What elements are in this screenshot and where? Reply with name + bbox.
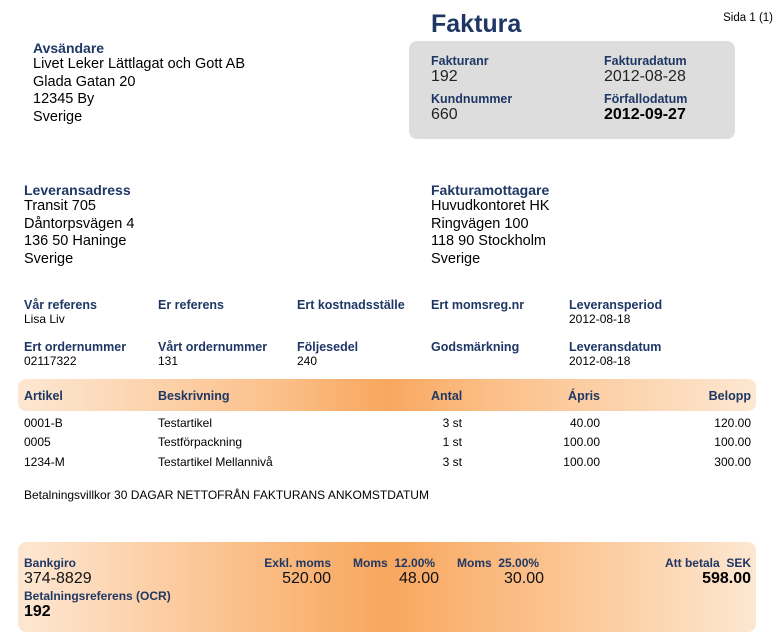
sender-line-4: Sverige	[33, 108, 83, 125]
excl-vat-label: Exkl. moms	[264, 556, 331, 570]
customer-number-label: Kundnummer	[431, 92, 513, 106]
due-date: 2012-09-27	[604, 106, 686, 123]
cell-unit-price: 100.00	[563, 455, 600, 469]
recipient-line-3: 118 90 Stockholm	[431, 233, 546, 249]
invoice-date-label: Fakturadatum	[604, 54, 687, 68]
page-number: Sida 1 (1)	[723, 12, 773, 24]
cell-quantity: 3 st	[442, 416, 462, 430]
ocr-label: Betalningsreferens (OCR)	[24, 589, 171, 603]
bankgiro-number: 374-8829	[24, 570, 92, 587]
sender-label: Avsändare	[33, 40, 105, 56]
col-header-unit-price: Ápris	[568, 389, 600, 403]
delivery-address-block	[24, 182, 134, 268]
payment-terms: Betalningsvillkor 30 DAGAR NETTOFRÅN FAKTURANS ANKOMSTDATUM	[24, 488, 429, 502]
recipient-line-1: Huvudkontoret HK	[431, 198, 550, 214]
vat1-label-text: Moms	[353, 556, 388, 570]
cell-unit-price: 40.00	[569, 416, 600, 430]
vat2-amount: 30.00	[503, 570, 544, 587]
cell-amount: 100.00	[714, 435, 751, 449]
ref-your-reference	[158, 298, 224, 312]
document-title: Faktura	[431, 10, 522, 38]
ref-label: Leveransperiod	[569, 298, 663, 312]
excl-vat-amount: 520.00	[282, 570, 331, 587]
delivery-label: Leveransadress	[24, 182, 131, 198]
sender-line-1: Livet Leker Lättlagat och Gott AB	[33, 56, 245, 72]
ref-delivery-note	[297, 340, 358, 368]
recipient-label: Fakturamottagare	[431, 182, 550, 198]
ref-delivery-period	[569, 298, 662, 326]
invoice-date: 2012-08-28	[604, 68, 686, 85]
invoice-number: 192	[431, 68, 458, 85]
recipient-line-4: Sverige	[431, 250, 481, 267]
table-header	[18, 379, 756, 411]
ref-label: Ert momsreg.nr	[431, 298, 525, 312]
cell-unit-price: 100.00	[563, 435, 600, 449]
ref-our-reference	[24, 298, 97, 326]
ref-vat-number	[431, 298, 524, 312]
ref-label: Följesedel	[297, 340, 359, 354]
cell-amount: 120.00	[714, 416, 751, 430]
cell-article: 0005	[24, 435, 51, 449]
ref-delivery-date	[569, 340, 661, 368]
cell-description: Testförpackning	[158, 435, 243, 449]
ref-label: Leveransdatum	[569, 340, 662, 354]
delivery-line-4: Sverige	[24, 250, 74, 267]
vat2-rate: 25.00%	[498, 556, 540, 570]
delivery-line-2: Dåntorpsvägen 4	[24, 215, 135, 232]
ref-value: 2012-08-18	[569, 312, 631, 326]
recipient-block	[431, 182, 549, 268]
ref-value: Lisa Liv	[24, 312, 65, 326]
cell-description: Testartikel Mellannivå	[158, 455, 273, 469]
cell-article: 0001-B	[24, 416, 63, 430]
ref-value: 2012-08-18	[569, 354, 631, 368]
ref-value: 240	[297, 354, 318, 368]
due-date-label: Förfallodatum	[604, 92, 688, 106]
vat2-label	[457, 556, 539, 570]
cell-quantity: 3 st	[442, 455, 462, 469]
col-header-quantity: Antal	[431, 389, 463, 403]
cell-quantity: 1 st	[442, 435, 462, 449]
delivery-line-1: Transit 705	[24, 198, 96, 214]
vat1-label	[353, 556, 435, 570]
bankgiro-label: Bankgiro	[24, 556, 77, 570]
cell-amount: 300.00	[714, 455, 751, 469]
vat1-rate: 12.00%	[394, 556, 436, 570]
col-header-description: Beskrivning	[158, 389, 230, 403]
sender-line-3: 12345 By	[33, 91, 95, 107]
ref-label: Vårt ordernummer	[158, 340, 268, 354]
ref-label: Vår referens	[24, 298, 97, 312]
col-header-amount: Belopp	[708, 389, 751, 403]
customer-number: 660	[431, 106, 458, 123]
ref-label: Godsmärkning	[431, 340, 520, 354]
vat2-label-text: Moms	[457, 556, 492, 570]
cell-description: Testartikel	[158, 416, 213, 430]
sender-line-2: Glada Gatan 20	[33, 73, 136, 90]
ref-your-order-number	[24, 340, 126, 368]
ref-label: Ert ordernummer	[24, 340, 127, 354]
total-label	[600, 556, 751, 570]
ref-cost-center	[297, 298, 405, 312]
delivery-line-3: 136 50 Haninge	[24, 233, 127, 249]
cell-article: 1234-M	[24, 455, 65, 469]
invoice-number-label: Fakturanr	[431, 54, 489, 68]
vat1-amount: 48.00	[398, 570, 439, 587]
recipient-line-2: Ringvägen 100	[431, 215, 529, 232]
ref-value: 131	[158, 354, 179, 368]
ocr-number: 192	[24, 603, 51, 620]
ref-our-order-number	[158, 340, 267, 368]
ref-goods-marking	[431, 340, 519, 354]
col-header-article: Artikel	[24, 389, 63, 403]
ref-label: Er referens	[158, 298, 225, 312]
currency: SEK	[726, 556, 751, 570]
total-label-text: Att betala	[664, 556, 720, 570]
ref-label: Ert kostnadsställe	[297, 298, 405, 312]
ref-value: 02117322	[24, 354, 77, 368]
sender-block	[33, 40, 245, 126]
total-amount: 598.00	[702, 570, 751, 587]
